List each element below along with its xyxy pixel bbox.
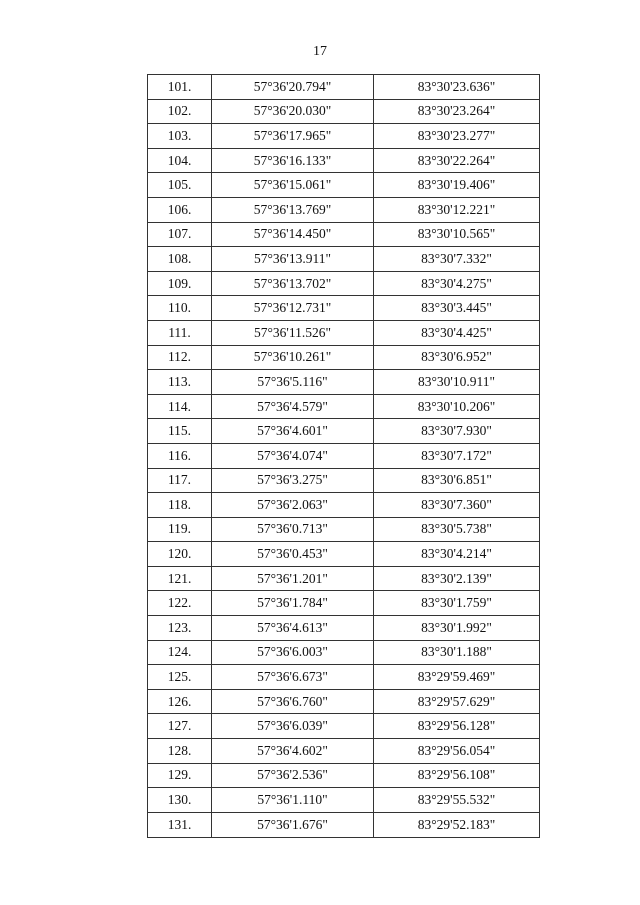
point-number-cell: 131. bbox=[148, 812, 212, 837]
latitude-cell: 57°36'13.769" bbox=[212, 197, 374, 222]
table-row bbox=[148, 739, 540, 764]
table-row bbox=[148, 345, 540, 370]
point-number-cell: 115. bbox=[148, 419, 212, 444]
point-number-cell: 119. bbox=[148, 517, 212, 542]
longitude-cell: 83°29'56.128" bbox=[374, 714, 540, 739]
latitude-cell: 57°36'5.116" bbox=[212, 370, 374, 395]
table-row bbox=[148, 566, 540, 591]
latitude-cell: 57°36'20.794" bbox=[212, 75, 374, 100]
table-row bbox=[148, 419, 540, 444]
latitude-cell: 57°36'0.453" bbox=[212, 542, 374, 567]
coordinates-table bbox=[147, 74, 540, 838]
table-row bbox=[148, 665, 540, 690]
point-number-cell: 112. bbox=[148, 345, 212, 370]
latitude-cell: 57°36'4.613" bbox=[212, 616, 374, 641]
point-number-cell: 118. bbox=[148, 493, 212, 518]
point-number-cell: 127. bbox=[148, 714, 212, 739]
latitude-cell: 57°36'13.911" bbox=[212, 247, 374, 272]
table-row bbox=[148, 640, 540, 665]
longitude-cell: 83°30'2.139" bbox=[374, 566, 540, 591]
table-row bbox=[148, 788, 540, 813]
page-number: 17 bbox=[313, 44, 327, 59]
point-number-cell: 103. bbox=[148, 124, 212, 149]
point-number-cell: 102. bbox=[148, 99, 212, 124]
point-number-cell: 121. bbox=[148, 566, 212, 591]
table-row bbox=[148, 689, 540, 714]
point-number-cell: 122. bbox=[148, 591, 212, 616]
longitude-cell: 83°29'57.629" bbox=[374, 689, 540, 714]
table-row bbox=[148, 197, 540, 222]
table-row bbox=[148, 370, 540, 395]
latitude-cell: 57°36'6.039" bbox=[212, 714, 374, 739]
longitude-cell: 83°30'10.206" bbox=[374, 394, 540, 419]
latitude-cell: 57°36'15.061" bbox=[212, 173, 374, 198]
table-row bbox=[148, 222, 540, 247]
latitude-cell: 57°36'1.784" bbox=[212, 591, 374, 616]
latitude-cell: 57°36'13.702" bbox=[212, 271, 374, 296]
point-number-cell: 104. bbox=[148, 148, 212, 173]
latitude-cell: 57°36'4.074" bbox=[212, 443, 374, 468]
longitude-cell: 83°30'23.264" bbox=[374, 99, 540, 124]
point-number-cell: 116. bbox=[148, 443, 212, 468]
longitude-cell: 83°29'56.054" bbox=[374, 739, 540, 764]
longitude-cell: 83°30'12.221" bbox=[374, 197, 540, 222]
table-row bbox=[148, 394, 540, 419]
point-number-cell: 130. bbox=[148, 788, 212, 813]
coordinates-table-body bbox=[148, 75, 540, 838]
point-number-cell: 108. bbox=[148, 247, 212, 272]
latitude-cell: 57°36'1.201" bbox=[212, 566, 374, 591]
longitude-cell: 83°29'52.183" bbox=[374, 812, 540, 837]
longitude-cell: 83°30'5.738" bbox=[374, 517, 540, 542]
longitude-cell: 83°30'19.406" bbox=[374, 173, 540, 198]
longitude-cell: 83°30'4.275" bbox=[374, 271, 540, 296]
table-row bbox=[148, 591, 540, 616]
latitude-cell: 57°36'16.133" bbox=[212, 148, 374, 173]
latitude-cell: 57°36'17.965" bbox=[212, 124, 374, 149]
latitude-cell: 57°36'10.261" bbox=[212, 345, 374, 370]
latitude-cell: 57°36'2.536" bbox=[212, 763, 374, 788]
longitude-cell: 83°30'4.214" bbox=[374, 542, 540, 567]
longitude-cell: 83°30'1.188" bbox=[374, 640, 540, 665]
point-number-cell: 128. bbox=[148, 739, 212, 764]
longitude-cell: 83°30'7.172" bbox=[374, 443, 540, 468]
table-row bbox=[148, 99, 540, 124]
point-number-cell: 117. bbox=[148, 468, 212, 493]
latitude-cell: 57°36'4.601" bbox=[212, 419, 374, 444]
longitude-cell: 83°30'4.425" bbox=[374, 320, 540, 345]
longitude-cell: 83°30'1.992" bbox=[374, 616, 540, 641]
table-row bbox=[148, 616, 540, 641]
table-row bbox=[148, 173, 540, 198]
latitude-cell: 57°36'3.275" bbox=[212, 468, 374, 493]
longitude-cell: 83°30'7.360" bbox=[374, 493, 540, 518]
point-number-cell: 125. bbox=[148, 665, 212, 690]
table-row bbox=[148, 517, 540, 542]
longitude-cell: 83°30'10.911" bbox=[374, 370, 540, 395]
table-row bbox=[148, 75, 540, 100]
longitude-cell: 83°30'10.565" bbox=[374, 222, 540, 247]
longitude-cell: 83°30'3.445" bbox=[374, 296, 540, 321]
point-number-cell: 113. bbox=[148, 370, 212, 395]
point-number-cell: 109. bbox=[148, 271, 212, 296]
table-row bbox=[148, 271, 540, 296]
latitude-cell: 57°36'11.526" bbox=[212, 320, 374, 345]
table-row bbox=[148, 296, 540, 321]
longitude-cell: 83°30'6.952" bbox=[374, 345, 540, 370]
latitude-cell: 57°36'0.713" bbox=[212, 517, 374, 542]
point-number-cell: 123. bbox=[148, 616, 212, 641]
table-row bbox=[148, 493, 540, 518]
table-row bbox=[148, 542, 540, 567]
point-number-cell: 120. bbox=[148, 542, 212, 567]
longitude-cell: 83°29'59.469" bbox=[374, 665, 540, 690]
point-number-cell: 105. bbox=[148, 173, 212, 198]
table-row bbox=[148, 124, 540, 149]
table-row bbox=[148, 320, 540, 345]
table-row bbox=[148, 714, 540, 739]
longitude-cell: 83°30'23.277" bbox=[374, 124, 540, 149]
latitude-cell: 57°36'6.673" bbox=[212, 665, 374, 690]
table-row bbox=[148, 468, 540, 493]
latitude-cell: 57°36'6.760" bbox=[212, 689, 374, 714]
point-number-cell: 124. bbox=[148, 640, 212, 665]
table-row bbox=[148, 812, 540, 837]
point-number-cell: 106. bbox=[148, 197, 212, 222]
point-number-cell: 129. bbox=[148, 763, 212, 788]
longitude-cell: 83°30'7.930" bbox=[374, 419, 540, 444]
table-row bbox=[148, 247, 540, 272]
longitude-cell: 83°29'55.532" bbox=[374, 788, 540, 813]
latitude-cell: 57°36'4.579" bbox=[212, 394, 374, 419]
latitude-cell: 57°36'4.602" bbox=[212, 739, 374, 764]
latitude-cell: 57°36'14.450" bbox=[212, 222, 374, 247]
latitude-cell: 57°36'2.063" bbox=[212, 493, 374, 518]
longitude-cell: 83°30'7.332" bbox=[374, 247, 540, 272]
table-row bbox=[148, 443, 540, 468]
point-number-cell: 114. bbox=[148, 394, 212, 419]
table-row bbox=[148, 148, 540, 173]
latitude-cell: 57°36'1.110" bbox=[212, 788, 374, 813]
longitude-cell: 83°30'23.636" bbox=[374, 75, 540, 100]
longitude-cell: 83°29'56.108" bbox=[374, 763, 540, 788]
point-number-cell: 107. bbox=[148, 222, 212, 247]
longitude-cell: 83°30'22.264" bbox=[374, 148, 540, 173]
latitude-cell: 57°36'12.731" bbox=[212, 296, 374, 321]
latitude-cell: 57°36'1.676" bbox=[212, 812, 374, 837]
table-row bbox=[148, 763, 540, 788]
latitude-cell: 57°36'20.030" bbox=[212, 99, 374, 124]
point-number-cell: 101. bbox=[148, 75, 212, 100]
point-number-cell: 110. bbox=[148, 296, 212, 321]
longitude-cell: 83°30'1.759" bbox=[374, 591, 540, 616]
latitude-cell: 57°36'6.003" bbox=[212, 640, 374, 665]
point-number-cell: 126. bbox=[148, 689, 212, 714]
point-number-cell: 111. bbox=[148, 320, 212, 345]
longitude-cell: 83°30'6.851" bbox=[374, 468, 540, 493]
